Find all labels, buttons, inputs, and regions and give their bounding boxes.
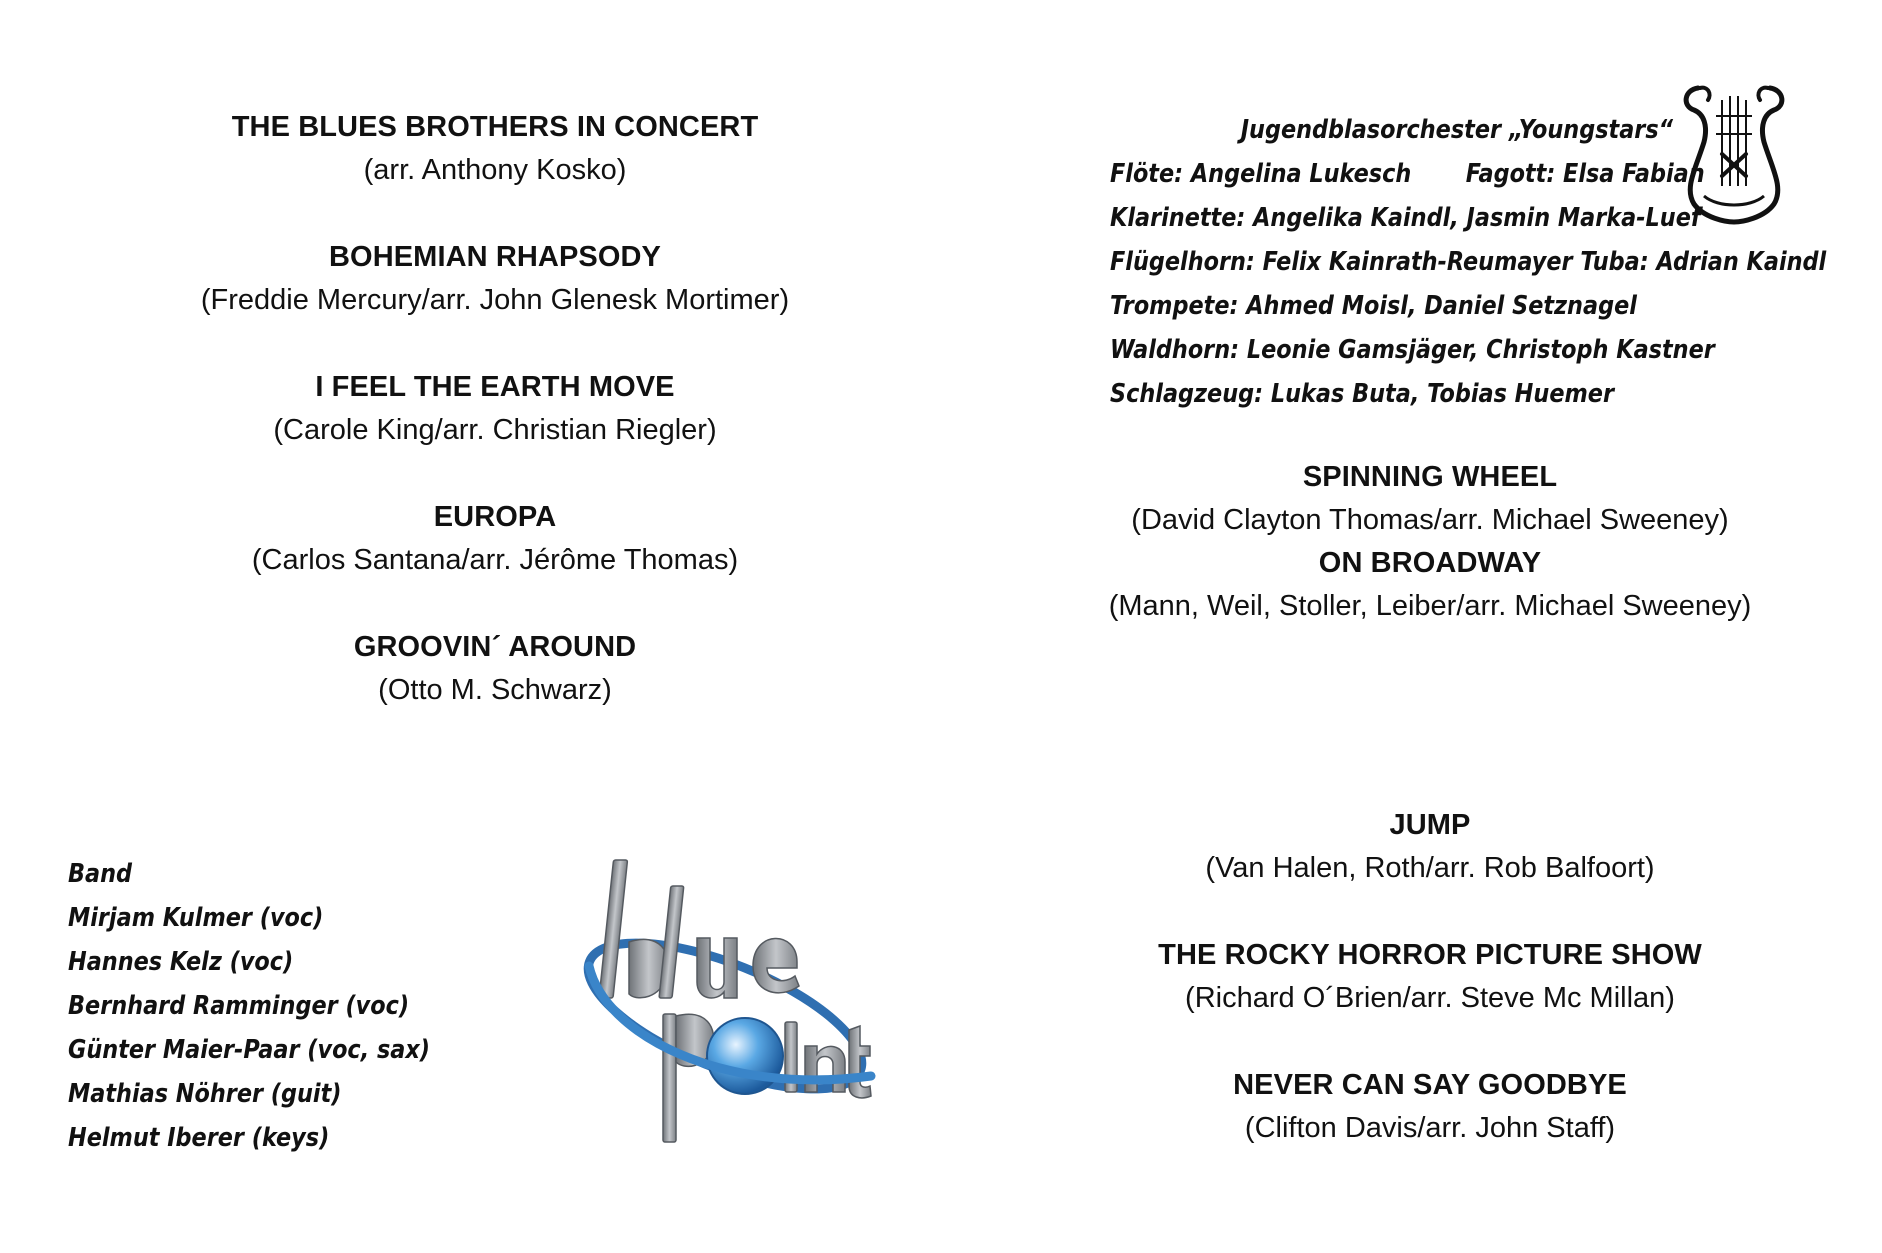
piece-title: GROOVIN´ AROUND [353, 631, 637, 663]
program-item [1030, 934, 1830, 1020]
piece-title: NEVER CAN SAY GOODBYE [1233, 1069, 1627, 1101]
band-member: Hannes Kelz (voc) [68, 947, 294, 977]
band-member: Mirjam Kulmer (voc) [68, 903, 324, 933]
piece-credit: (Carole King/arr. Christian Riegler) [273, 414, 717, 446]
band-heading: Band [68, 859, 133, 889]
band-member: Mathias Nöhrer (guit) [68, 1079, 342, 1109]
roster-line: Flügelhorn: Felix Kainrath-Reumayer Tuba: Adrian Kaindl [1110, 247, 1827, 277]
program-item [1030, 542, 1830, 628]
piece-title: BOHEMIAN RHAPSODY [329, 241, 661, 273]
program-item [1030, 1064, 1830, 1150]
piece-title: THE ROCKY HORROR PICTURE SHOW [1158, 939, 1702, 971]
program-item [95, 496, 895, 582]
band-member: Günter Maier-Paar (voc, sax) [68, 1035, 431, 1065]
piece-credit: (Freddie Mercury/arr. John Glenesk Mortimer) [200, 284, 790, 316]
roster-line: Klarinette: Angelika Kaindl, Jasmin Marka-Luef [1110, 203, 1701, 233]
piece-title: ON BROADWAY [1318, 547, 1542, 579]
youth-orchestra-heading: Jugendblasorchester „Youngstars“ [1240, 115, 1674, 145]
right-program-upper [1030, 456, 1830, 628]
piece-title: THE BLUES BROTHERS IN CONCERT [231, 111, 759, 143]
piece-credit: (Van Halen, Roth/arr. Rob Balfoort) [1205, 852, 1655, 884]
roster-line: Schlagzeug: Lukas Buta, Tobias Huemer [1110, 379, 1614, 409]
piece-title: JUMP [1389, 809, 1471, 841]
piece-credit: (Otto M. Schwarz) [378, 674, 612, 706]
band-member: Bernhard Ramminger (voc) [68, 991, 410, 1021]
piece-credit: (Carlos Santana/arr. Jérôme Thomas) [251, 544, 739, 576]
right-program-lower [1030, 804, 1830, 1150]
piece-title: SPINNING WHEEL [1302, 461, 1558, 493]
piece-title: I FEEL THE EARTH MOVE [315, 371, 675, 403]
program-item [1030, 456, 1830, 542]
piece-credit: (Mann, Weil, Stoller, Leiber/arr. Michael Sweeney) [1108, 590, 1752, 622]
roster-line: Trompete: Ahmed Moisl, Daniel Setznagel [1110, 291, 1637, 321]
piece-title: EUROPA [433, 501, 557, 533]
band-roster [68, 852, 430, 1160]
left-program [95, 106, 895, 712]
piece-credit: (David Clayton Thomas/arr. Michael Sweeney) [1131, 504, 1729, 536]
roster-line: Waldhorn: Leonie Gamsjäger, Christoph Kastner [1110, 335, 1715, 365]
program-item [95, 366, 895, 452]
band-member: Helmut Iberer (keys) [68, 1123, 330, 1153]
program-item [95, 236, 895, 322]
piece-credit: (arr. Anthony Kosko) [363, 154, 627, 186]
roster-line: Flöte: Angelina Lukesch Fagott: Elsa Fabian [1110, 159, 1705, 189]
program-item [95, 106, 895, 192]
lyre-emblem [1678, 76, 1790, 226]
program-item [95, 626, 895, 712]
piece-credit: (Richard O´Brien/arr. Steve Mc Millan) [1185, 982, 1675, 1014]
piece-credit: (Clifton Davis/arr. John Staff) [1244, 1112, 1616, 1144]
bluepoint-logo [575, 846, 881, 1148]
program-item [1030, 804, 1830, 890]
